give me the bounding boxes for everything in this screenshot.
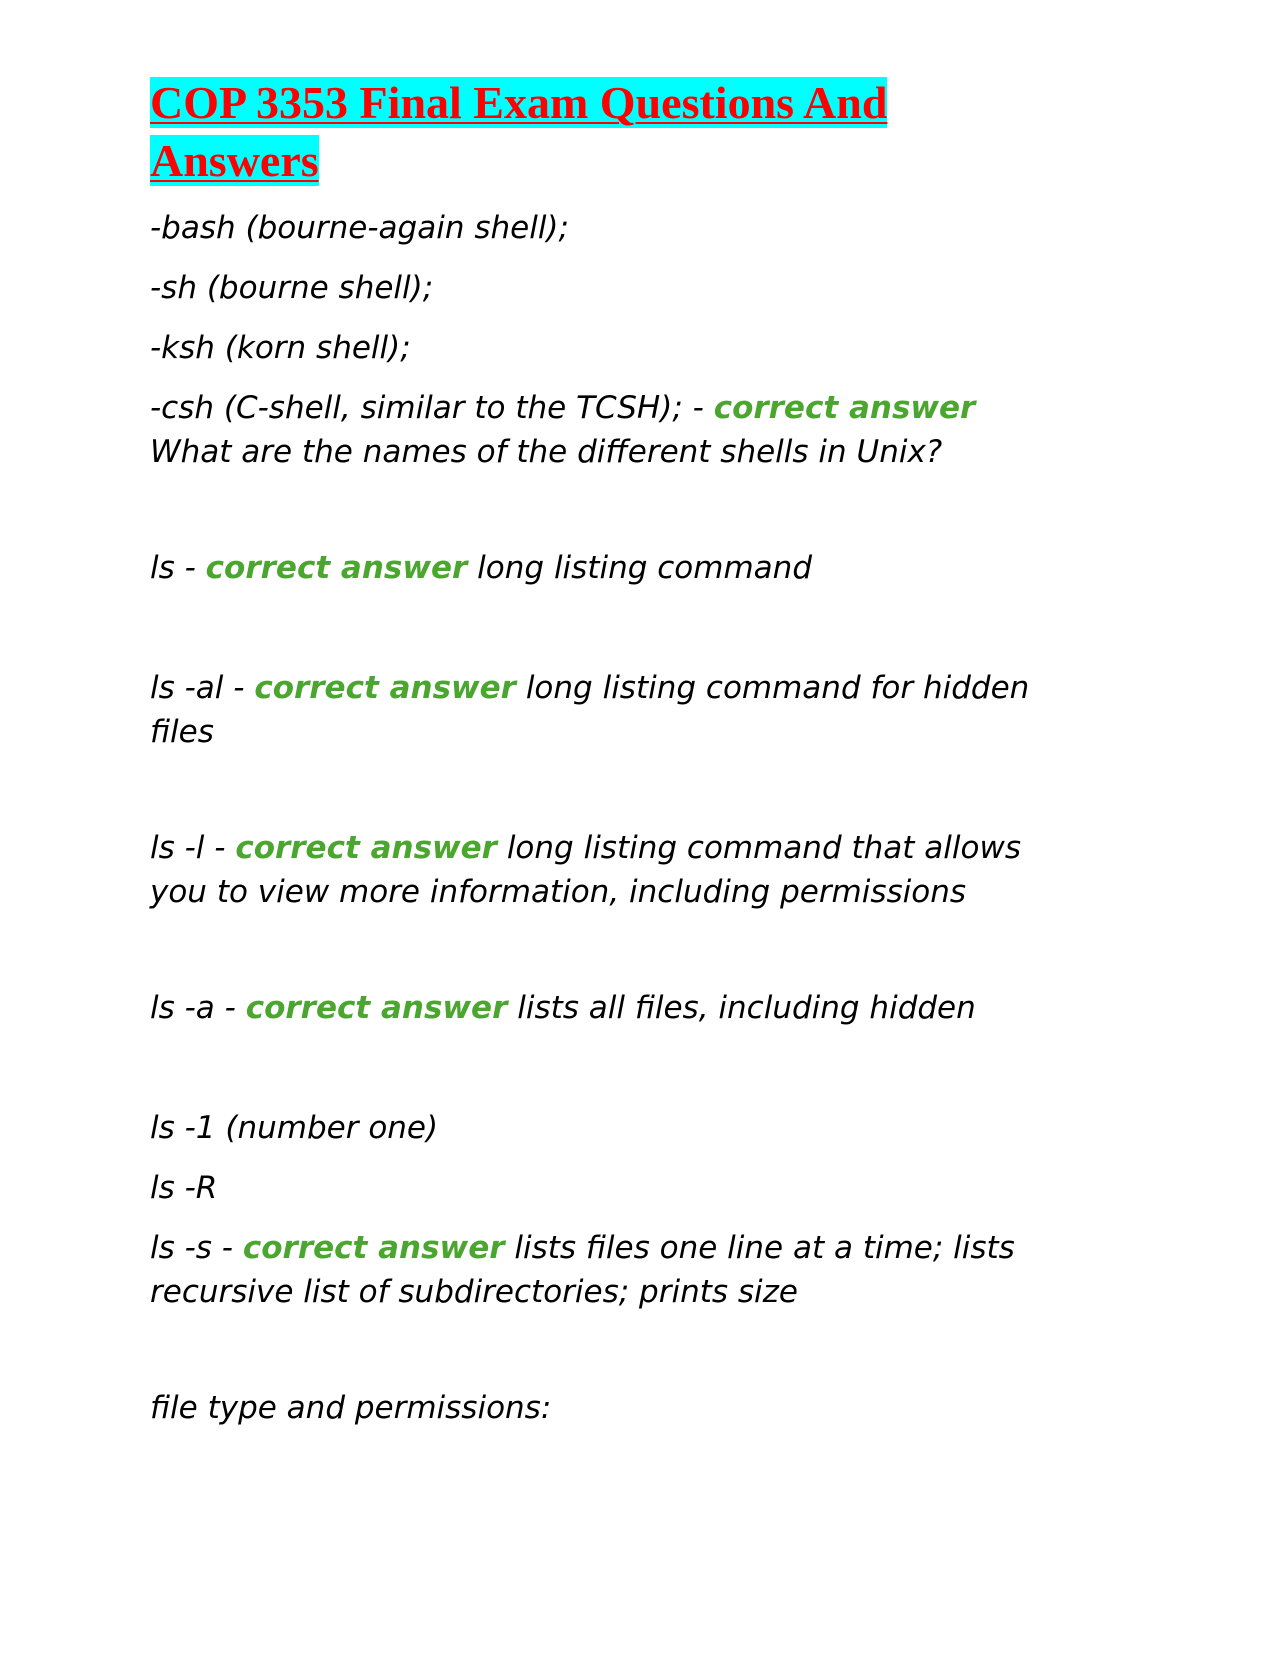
ls-al-term: ls -al - [150, 670, 255, 706]
shell-sh-line: -sh (bourne shell); [150, 270, 434, 306]
ls-a-term: ls -a - [150, 990, 246, 1026]
ls-s-definition: lists files one line at a time; lists [504, 1230, 1015, 1266]
ls-al-definition: long listing command for hidden [515, 670, 1030, 706]
ls-l-entry [150, 826, 1130, 914]
ls-s-entry [150, 1226, 1130, 1314]
correct-answer-label: correct answer [713, 390, 976, 426]
shell-csh-text: -csh (C-shell, similar to the TCSH); - [150, 390, 714, 426]
ls-s-definition-cont: recursive list of subdirectories; prints size [150, 1274, 798, 1310]
correct-answer-label: correct answer [242, 1230, 505, 1266]
ls-s-term: ls -s - [150, 1230, 243, 1266]
ls-al-entry [150, 666, 1130, 754]
correct-answer-label: correct answer [245, 990, 508, 1026]
shell-question: What are the names of the different shells in Unix? [150, 434, 943, 470]
ls-l-definition: long listing command that allows [496, 830, 1021, 866]
ls-a-definition: lists all files, including hidden [507, 990, 976, 1026]
document-title [150, 74, 1010, 190]
ls-l-definition-cont: you to view more information, including permissions [150, 874, 967, 910]
shell-csh-entry [150, 386, 1130, 474]
shell-bash-line: -bash (bourne-again shell); [150, 210, 569, 246]
correct-answer-label: correct answer [205, 550, 468, 586]
ls-R-line: ls -R [150, 1170, 218, 1206]
shell-ksh-line: -ksh (korn shell); [150, 330, 411, 366]
ls-entry [150, 546, 1130, 590]
ls-term: ls - [150, 550, 206, 586]
ls-l-term: ls -l - [150, 830, 236, 866]
ls-a-entry [150, 986, 1130, 1030]
ls-al-definition-cont: files [150, 714, 214, 750]
file-type-line: file type and permissions: [150, 1390, 552, 1426]
title-line-2: Answers [150, 135, 319, 186]
ls-definition: long listing command [467, 550, 812, 586]
correct-answer-label: correct answer [254, 670, 516, 706]
correct-answer-label: correct answer [235, 830, 497, 866]
ls-1-line: ls -1 (number one) [150, 1110, 439, 1146]
title-line-1: COP 3353 Final Exam Questions And [150, 77, 888, 128]
